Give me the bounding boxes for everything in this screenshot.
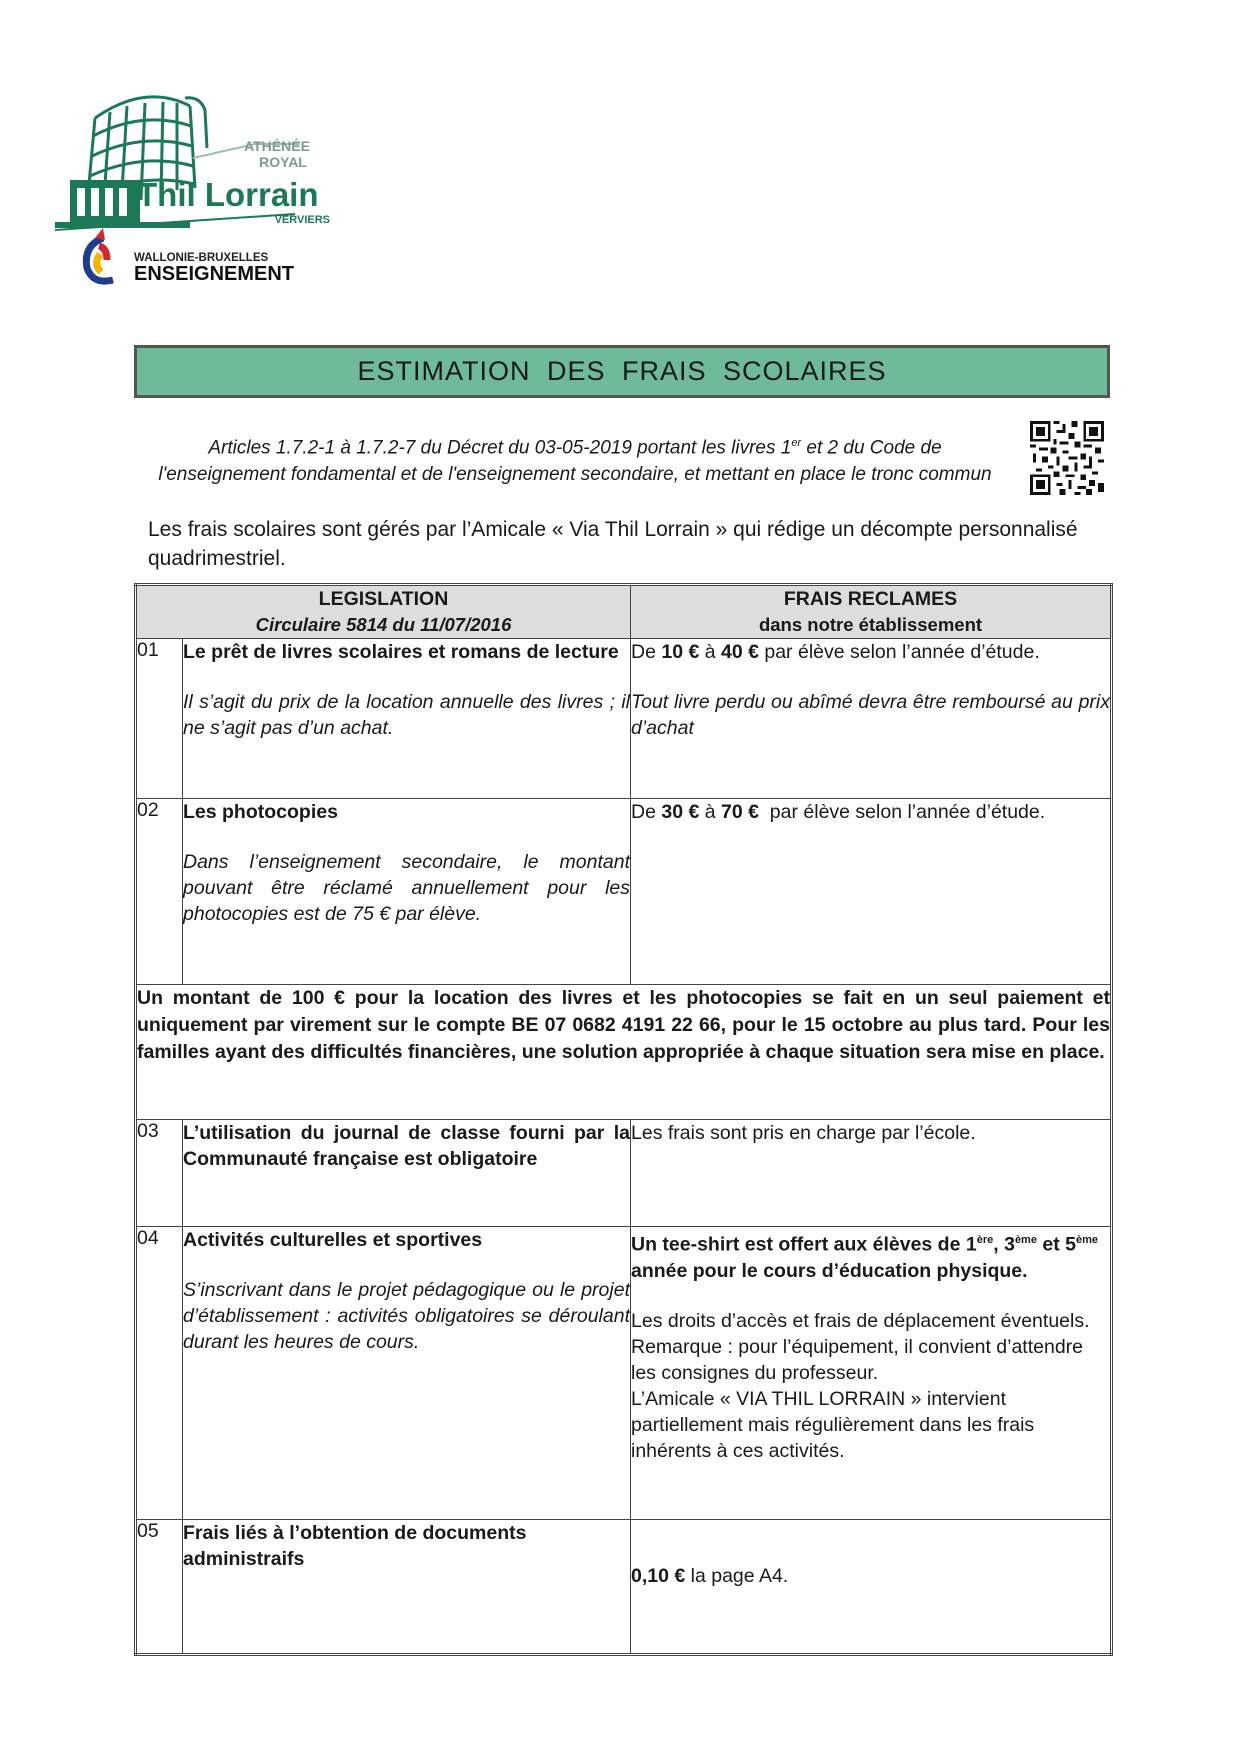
fee-min: 30 €: [661, 801, 700, 823]
articles-sup: er: [791, 437, 802, 449]
fee-cell: [631, 1520, 1112, 1655]
fee-suffix: la page A4.: [685, 1565, 789, 1587]
payment-banner: Un montant de 100 € pour la location des livres et les photocopies se fait en un seul paiement et uniquement par virement sur le compte BE 07 0682 4191 22 66, pour le 15 octobre au plus tard. Pour les familles ayant des difficultés financières, une solution appropriée à chaque situation sera mise en place.: [136, 985, 1112, 1120]
fee-line: [631, 799, 1110, 825]
tshirt-text-1: Un tee-shirt est offert aux élèves de 1: [631, 1233, 977, 1256]
fees-table: [134, 583, 1113, 1656]
fee-mid: à: [699, 641, 721, 663]
tshirt-text-4: année pour le cours d’éducation physique.: [631, 1259, 1028, 1282]
payment-banner-row: [136, 985, 1112, 1120]
table-row: [136, 1120, 1112, 1227]
row-number: 01: [136, 639, 183, 799]
fee-prefix: De: [631, 641, 662, 663]
row-title: Les photocopies: [183, 801, 338, 823]
row-number: 03: [136, 1120, 183, 1227]
tshirt-text-3: et 5: [1036, 1233, 1076, 1256]
fee-access-costs: Les droits d’accès et frais de déplacement éventuels.: [631, 1309, 1090, 1332]
articles-line1-end: et 2 du Code de: [801, 437, 942, 459]
fee-cell: [631, 1227, 1112, 1520]
legislation-cell: [183, 639, 631, 799]
row-number: 02: [136, 799, 183, 985]
row-note: Dans l’enseignement secondaire, le montant pouvant être réclamé annuellement pour les photocopies est de 75 € par élève.: [183, 851, 630, 925]
fee-mid: à: [699, 801, 721, 823]
row-title: Frais liés à l’obtention de documents administraifs: [183, 1522, 527, 1570]
document-title: ESTIMATION DES FRAIS SCOLAIRES: [357, 356, 887, 386]
header-fees: [631, 585, 1112, 639]
qr-code-icon: [1030, 421, 1104, 495]
logo-line2: ROYAL: [259, 154, 307, 170]
table-row: [136, 799, 1112, 985]
tshirt-sup-3: ème: [1076, 1234, 1099, 1246]
table-header-row: [136, 585, 1112, 639]
fee-price: 0,10 €: [631, 1565, 686, 1587]
document-title-box: [134, 345, 1110, 398]
fee-cell: [631, 799, 1112, 985]
fee-amicale-note: L’Amicale « VIA THIL LORRAIN » intervient partiellement mais régulièrement dans les frais inhérents à ces activités.: [631, 1387, 1035, 1462]
legislation-cell: [183, 1120, 631, 1227]
header-fees-sub: dans notre établissement: [758, 614, 983, 635]
row-title: L’utilisation du journal de classe fourni par la Communauté française est obligatoire: [183, 1122, 630, 1170]
tshirt-text-2: , 3: [993, 1233, 1015, 1256]
fee-suffix: par élève selon l’année d’étude.: [758, 641, 1040, 663]
row-note: Il s’agit du prix de la location annuelle des livres ; il ne s’agit pas d’un achat.: [183, 691, 630, 739]
table-row: [136, 1520, 1112, 1655]
legislation-cell: [183, 799, 631, 985]
fee-max: 40 €: [721, 641, 759, 663]
school-logo: [55, 88, 355, 303]
legislation-cell: [183, 1520, 631, 1655]
tshirt-offer: [631, 1227, 1110, 1284]
header-legislation-sub: Circulaire 5814 du 11/07/2016: [255, 614, 512, 635]
table-row: [136, 639, 1112, 799]
row-title: Le prêt de livres scolaires et romans de lecture: [183, 641, 619, 663]
fee-equipment-note: Remarque : pour l’équipement, il convient d’attendre les consignes du professeur.: [631, 1335, 1084, 1384]
intro-text: Les frais scolaires sont gérés par l’Amicale « Via Thil Lorrain » qui rédige un décompte personnalisé quadrimestriel.: [148, 518, 1078, 570]
legal-reference: [150, 430, 1000, 488]
logo-city: VERVIERS: [274, 214, 330, 226]
school-building-logo-icon: [55, 88, 355, 303]
qr-code: [1030, 421, 1104, 495]
table-row: [136, 1227, 1112, 1520]
tshirt-sup-1: ère: [976, 1234, 994, 1246]
fee-line: [631, 1563, 1110, 1589]
legislation-cell: [183, 1227, 631, 1520]
fee-min: 10 €: [661, 641, 700, 663]
row-note: S’inscrivant dans le projet pédagogique ou le projet d’établissement : activités obligatoires se déroulant durant les heures de cours.: [183, 1279, 630, 1353]
logo-school-name: Thil Lorrain: [137, 176, 319, 213]
fee-cell: [631, 639, 1112, 799]
header-fees-title: FRAIS RECLAMES: [783, 588, 958, 610]
tshirt-sup-2: ème: [1014, 1234, 1037, 1246]
fee-line: Les frais sont pris en charge par l’école.: [631, 1122, 976, 1144]
header-legislation-title: LEGISLATION: [318, 588, 449, 610]
wbe-line1: WALLONIE-BRUXELLES: [134, 252, 269, 264]
articles-line2: l'enseignement fondamental et de l'enseignement secondaire, et mettant en place le tronc commun: [158, 464, 992, 486]
fee-note: Tout livre perdu ou abîmé devra être remboursé au prix d’achat: [631, 691, 1110, 739]
wbe-line2: ENSEIGNEMENT: [134, 263, 295, 285]
wbe-logo-icon: [86, 228, 113, 281]
row-title: Activités culturelles et sportives: [183, 1229, 483, 1251]
row-number: 04: [136, 1227, 183, 1520]
fee-suffix: par élève selon l’année d’étude.: [758, 801, 1046, 823]
fee-line: [631, 639, 1110, 665]
logo-line1: ATHÉNÉE: [244, 138, 310, 154]
articles-line1: Articles 1.7.2-1 à 1.7.2-7 du Décret du 03-05-2019 portant les livres 1: [208, 437, 792, 459]
fee-cell: [631, 1120, 1112, 1227]
fee-prefix: De: [631, 801, 662, 823]
fee-max: 70 €: [721, 801, 759, 823]
row-number: 05: [136, 1520, 183, 1655]
header-legislation: [136, 585, 631, 639]
